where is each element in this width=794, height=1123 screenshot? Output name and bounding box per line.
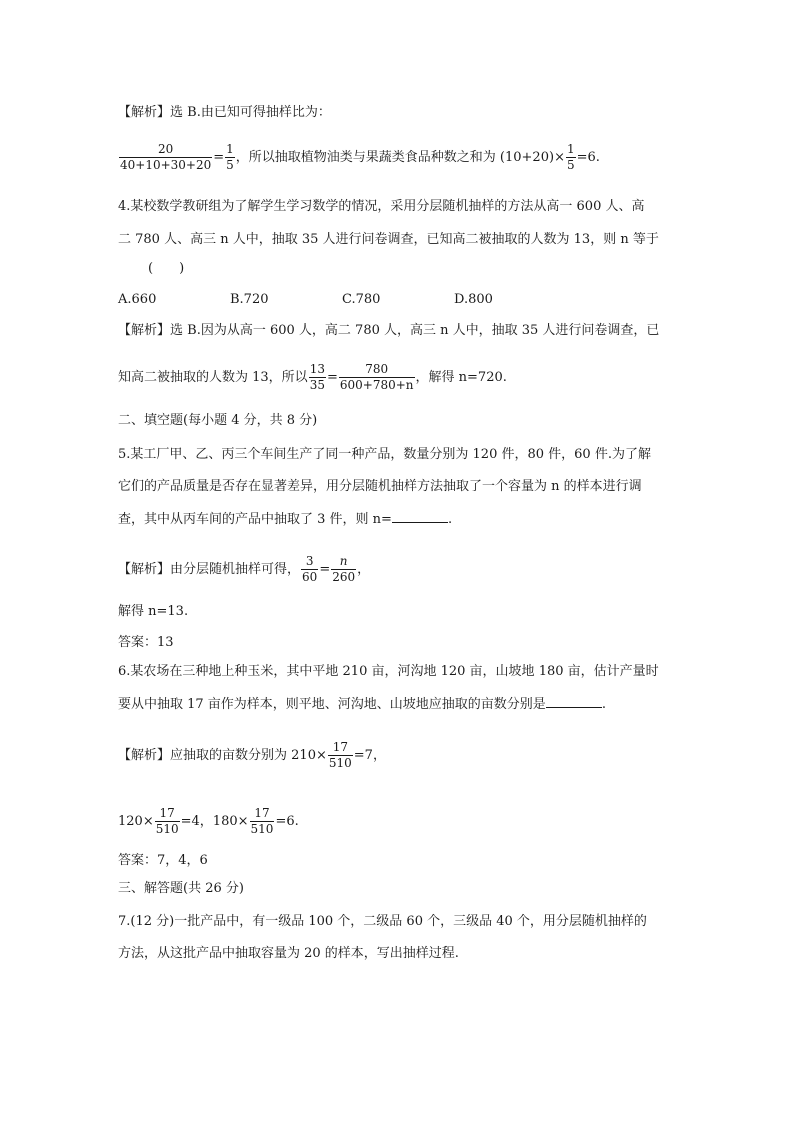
option-b: B.720 xyxy=(230,292,269,307)
q4-answer-paren: ( ) xyxy=(148,261,185,276)
section-heading: 三、解答题(共 26 分) xyxy=(118,881,244,896)
option-a: A.660 xyxy=(118,292,157,307)
fraction: $\frac{780}{600+780+n}$ xyxy=(339,362,414,392)
analysis-label: 【解析】 xyxy=(118,105,171,120)
q6-analysis-line2: 120× $\frac{17}{510}$ =4，180× $\frac{17}{510}$ =6. xyxy=(118,806,299,836)
q4-analysis-line1: 【解析】选 B.因为从高一 600 人，高二 780 人，高三 n 人中，抽取 35 人进行问卷调查，已 xyxy=(118,323,660,338)
q5-line2: 它们的产品质量是否存在显著差异，用分层随机抽样方法抽取了一个容量为 n 的样本进行调 xyxy=(118,479,642,494)
q4-analysis-line2: 知高二被抽取的人数为 13，所以 $\frac{13}{35}$ = $\frac{780}{600+780+n}$ ，解得 n=720. xyxy=(118,362,507,392)
q3-formula-line: $\frac{20}{40+10+30+20}$ = $\frac{1}{5}$ ，所以抽取植物油类与果蔬类食品种数之和为 (10+20)× $\frac{1}{5}$ =6. xyxy=(120,142,600,172)
q3-analysis-line xyxy=(118,104,331,122)
q5-line1: 5.某工厂甲、乙、丙三个车间生产了同一种产品，数量分别为 120 件，80 件，60 件.为了解 xyxy=(118,447,651,462)
q5-analysis-line: 【解析】由分层随机抽样可得， $\frac{3}{60}$ = $\frac{n}{260}$ ， xyxy=(118,554,371,584)
analysis-label: 【解析】 xyxy=(118,323,171,338)
fraction: $\frac{n}{260}$ xyxy=(332,554,356,584)
answer-blank xyxy=(546,695,602,708)
fraction: $\frac{13}{35}$ xyxy=(309,362,325,392)
q3-analysis-text: 选 B.由已知可得抽样比为： xyxy=(170,105,331,120)
fraction: $\frac{17}{510}$ xyxy=(155,806,179,836)
fraction: $\frac{20}{40+10+30+20}$ xyxy=(120,142,212,172)
fraction: $\frac{17}{510}$ xyxy=(250,806,274,836)
q5-line3: 查，其中从丙车间的产品中抽取了 3 件，则 n= . xyxy=(118,512,453,527)
analysis-label: 【解析】 xyxy=(118,562,171,577)
analysis-label: 【解析】 xyxy=(118,748,171,763)
q7-line1: 7.(12 分)一批产品中，有一级品 100 个，二级品 60 个，三级品 40 个，用分层随机抽样的 xyxy=(118,914,647,929)
fraction: $\frac{1}{5}$ xyxy=(226,142,234,172)
answer-blank xyxy=(392,510,448,523)
fraction: $\frac{3}{60}$ xyxy=(302,554,318,584)
option-c: C.780 xyxy=(342,292,381,307)
q6-line2: 要从中抽取 17 亩作为样本，则平地、河沟地、山坡地应抽取的亩数分别是 . xyxy=(118,697,606,712)
option-d: D.800 xyxy=(454,292,493,307)
q5-solve-line: 解得 n=13. xyxy=(118,604,189,619)
q6-analysis-line1: 【解析】应抽取的亩数分别为 210× $\frac{17}{510}$ =7， xyxy=(118,740,386,770)
section-heading: 二、填空题(每小题 4 分，共 8 分) xyxy=(118,413,318,428)
q6-line1: 6.某农场在三种地上种玉米，其中平地 210 亩，河沟地 120 亩，山坡地 180 亩，估计产量时 xyxy=(118,664,659,679)
fraction: $\frac{17}{510}$ xyxy=(328,740,352,770)
q4-line1: 4.某校数学教研组为了解学生学习数学的情况，采用分层随机抽样的方法从高一 600 人、高 xyxy=(118,199,645,214)
fraction: $\frac{1}{5}$ xyxy=(566,142,575,172)
q6-answer-line: 答案：7，4，6 xyxy=(118,853,208,868)
q5-answer-line: 答案：13 xyxy=(118,635,174,650)
q4-options xyxy=(118,291,493,309)
q4-line2: 二 780 人、高三 n 人中，抽取 35 人进行问卷调查，已知高二被抽取的人数为 13，则 n 等于 xyxy=(118,232,659,247)
q7-line2: 方法，从这批产品中抽取容量为 20 的样本，写出抽样过程. xyxy=(118,946,459,961)
